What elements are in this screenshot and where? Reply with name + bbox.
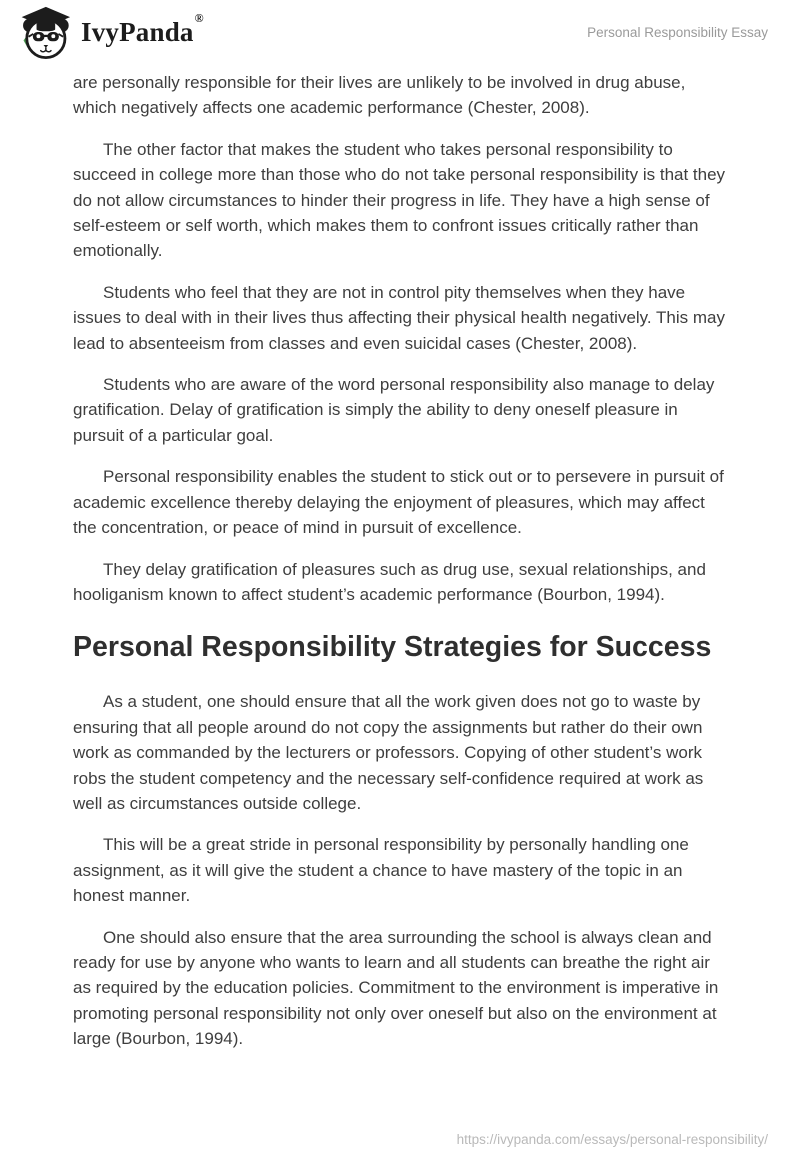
essay-paragraph: As a student, one should ensure that all the work given does not go to waste by ensuring that all people around do not copy the assignments but rather do their own work as commanded by the lecturers or professors. Copying of other student’s work robs the student competency and the necessary self-confidence required at work as well as circumstances outside college. [73, 692, 704, 813]
ivypanda-logo [16, 5, 203, 59]
registered-trademark: ® [194, 10, 204, 25]
essay-paragraph: Students who feel that they are not in control pity themselves when they have issues to deal with in their lives thus affecting their physical health negatively. This may lead to absenteeism from classes and even suicidal cases (Chester, 2008). [73, 282, 726, 353]
page-header [0, 0, 800, 64]
essay-paragraph: This will be a great stride in personal responsibility by personally handling one assignment, as it will give the student a chance to have mastery of the topic in an honest manner. [73, 835, 689, 906]
essay-paragraph: Students who are aware of the word personal responsibility also manage to delay gratification. Delay of gratification is simply the ability to deny oneself pleasure in pursuit of a particular goal. [73, 375, 715, 445]
essay-paragraph: The other factor that makes the student who takes personal responsibility to succeed in college more than those who do not take personal responsibility is that they do not allow circumstances to hinder their progress in life. They have a high sense of self-esteem or self worth, which makes them to confront issues critically rather than emotionally. [73, 139, 726, 261]
panda-graduate-icon [16, 5, 72, 59]
essay-paragraph: One should also ensure that the area surrounding the school is always clean and ready for use by anyone who wants to learn and all students can breathe the right air as required by the education policies. Commitment to the environment is imperative in promoting personal responsibility not only over oneself but also on the environment at large (Bourbon, 1994). [73, 927, 719, 1049]
essay-content [73, 70, 728, 1068]
brand-name: IvyPanda® [81, 10, 204, 47]
essay-paragraph: Personal responsibility enables the student to stick out or to persevere in pursuit of academic excellence thereby delaying the enjoyment of pleasures, which may affect the concentration, or peace of mind in pursuit of excellence. [73, 467, 724, 538]
essay-paragraph: They delay gratification of pleasures such as drug use, sexual relationships, and hooliganism known to affect student’s academic performance (Bourbon, 1994). [73, 559, 706, 604]
essay-paragraph: are personally responsible for their lives are unlikely to be involved in drug abuse, which negatively affects one academic performance (Chester, 2008). [73, 73, 686, 118]
document-title: Personal Responsibility Essay [587, 25, 768, 41]
section-heading: Personal Responsibility Strategies for Success [73, 631, 712, 664]
source-url: https://ivypanda.com/essays/personal-responsibility/ [456, 1131, 768, 1147]
